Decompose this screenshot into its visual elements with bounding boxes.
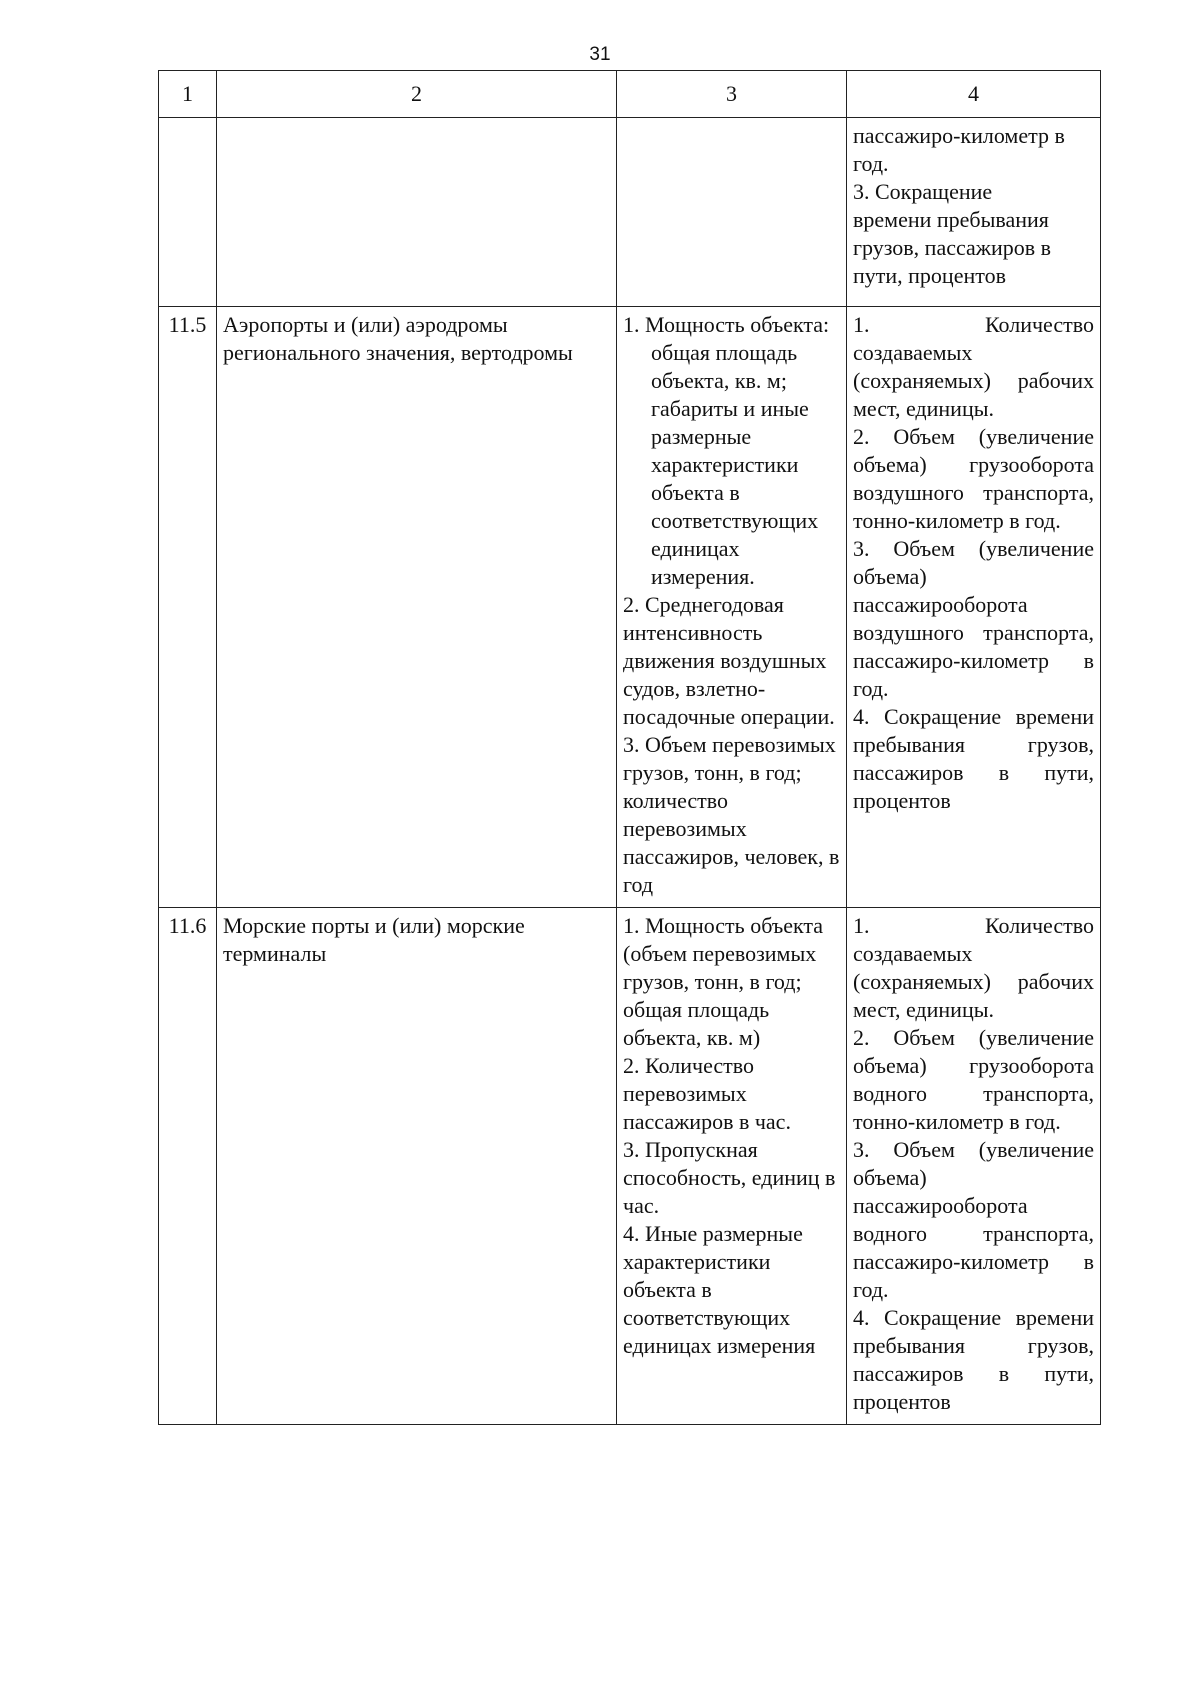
object-name: Морские порты и (или) морские терминалы [217, 908, 617, 1425]
capacity-item: общая площадь объекта, кв. м; [651, 340, 798, 393]
object-name: Аэропорты и (или) аэродромы регионального значения, вертодромы [217, 307, 617, 908]
cont-col-4 [847, 118, 1101, 307]
capacity-cell [617, 307, 847, 908]
row-number: 11.6 [159, 908, 217, 1425]
cont-line: пути, процентов [853, 263, 1006, 288]
indicator-item: 4. Сокращение времени пребывания грузов, пассажиров в пути, процентов [853, 704, 1094, 813]
indicators-cell [847, 908, 1101, 1425]
cont-line: 3. Сокращение [853, 179, 993, 204]
row-number: 11.5 [159, 307, 217, 908]
indicator-item: 1. Количество создаваемых (сохраняемых) рабочих мест, единицы. [853, 312, 1094, 421]
capacity-item: габариты и иные размерные характеристики объекта в соответствующих единицах измерения. [651, 396, 819, 589]
table-row-11-6 [159, 908, 1101, 1425]
cont-col-3 [617, 118, 847, 307]
cont-col-2 [217, 118, 617, 307]
cont-line: грузов, пассажиров в [853, 235, 1052, 260]
header-col-4: 4 [847, 71, 1101, 118]
capacity-item: 2. Количество перевозимых пассажиров в час. [623, 1053, 791, 1134]
indicator-item: 2. Объем (увеличение объема) грузооборота воздушного транспорта, тонно-километр в год. [853, 424, 1094, 533]
header-col-1: 1 [159, 71, 217, 118]
cont-line: пассажиро-километр в [853, 123, 1065, 148]
capacity-item: 2. Среднегодовая интенсивность движения воздушных судов, взлетно-посадочные операции. [623, 592, 835, 729]
continuation-row [159, 118, 1101, 307]
indicator-item: 4. Сокращение времени пребывания грузов, пассажиров в пути, процентов [853, 1305, 1094, 1414]
indicator-item: 3. Объем (увеличение объема) пассажирооборота водного транспорта, пассажиро-километр в год. [853, 1137, 1094, 1302]
capacity-item: 3. Объем перевозимых грузов, тонн, в год; количество перевозимых пассажиров, человек, в год [623, 732, 840, 897]
indicator-item: 2. Объем (увеличение объема) грузооборота водного транспорта, тонно-километр в год. [853, 1025, 1094, 1134]
capacity-item: 3. Пропускная способность, единиц в час. [623, 1137, 836, 1218]
table-header-row [159, 71, 1101, 118]
indicator-item: 1. Количество создаваемых (сохраняемых) рабочих мест, единицы. [853, 913, 1094, 1022]
header-col-3: 3 [617, 71, 847, 118]
capacity-cell [617, 908, 847, 1425]
indicators-table [158, 70, 1101, 1425]
capacity-item: 4. Иные размерные характеристики объекта в соответствующих единицах измерения [623, 1221, 816, 1358]
cont-line: времени пребывания [853, 207, 1049, 232]
page-number: 31 [589, 44, 611, 65]
table-row-11-5 [159, 307, 1101, 908]
indicator-item: 3. Объем (увеличение объема) пассажирооборота воздушного транспорта, пассажиро-километр в год. [853, 536, 1094, 701]
indicators-cell [847, 307, 1101, 908]
capacity-item: 1. Мощность объекта: [623, 312, 830, 337]
cont-col-1 [159, 118, 217, 307]
cont-line: год. [853, 151, 889, 176]
capacity-item: 1. Мощность объекта (объем перевозимых грузов, тонн, в год; общая площадь объекта, кв. м) [623, 913, 824, 1050]
header-col-2: 2 [217, 71, 617, 118]
